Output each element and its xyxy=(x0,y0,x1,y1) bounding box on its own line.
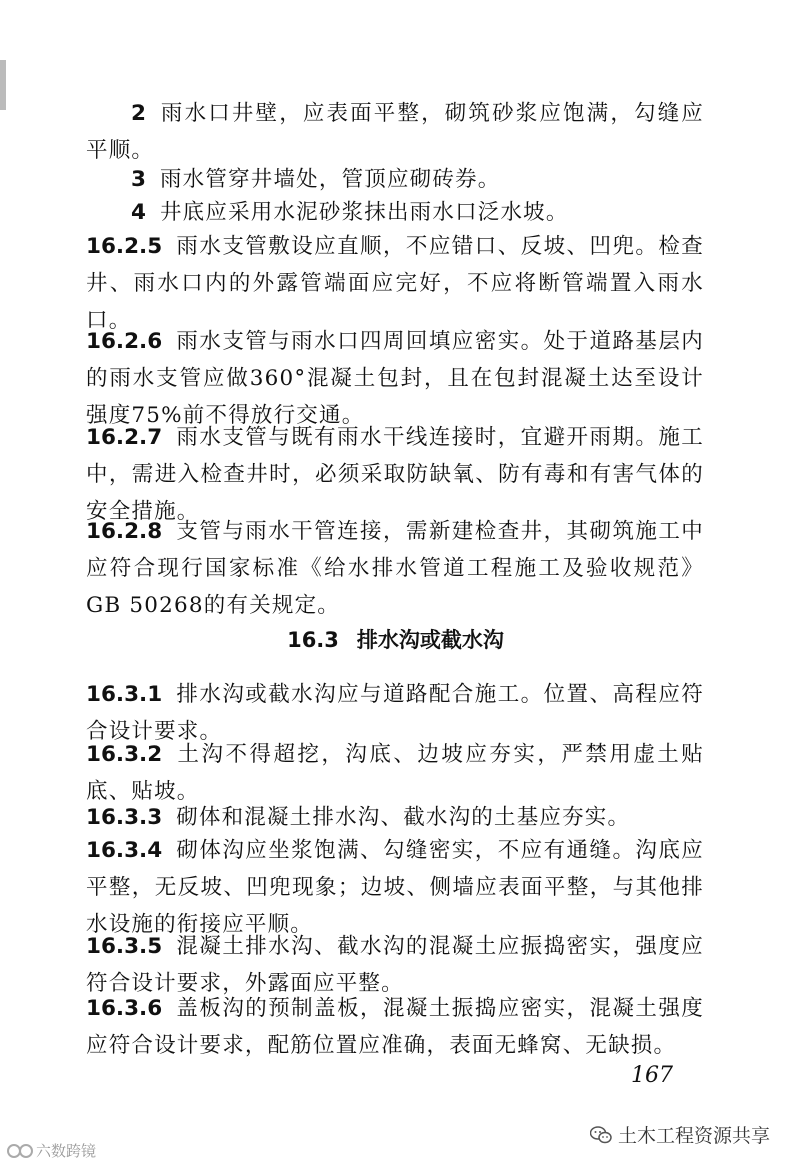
clause-16-3-3 xyxy=(86,799,704,836)
clause-text: 雨水支管敷设应直顺，不应错口、反坡、凹兜。检查井、雨水口内的外露管端面应完好，不应将断管端置入雨水口。 xyxy=(86,234,704,333)
clause-text: 盖板沟的预制盖板，混凝土振捣应密实，混凝土强度应符合设计要求，配筋位置应准确，表面无蜂窝、无缺损。 xyxy=(86,996,704,1058)
clause-16-3-4 xyxy=(86,832,704,943)
watermark-left xyxy=(6,1140,96,1161)
clause-text: 雨水支管与雨水口四周回填应密实。处于道路基层内的雨水支管应做360°混凝土包封，且在包封混凝土达至设计强度75%前不得放行交通。 xyxy=(86,329,704,428)
paragraph-text: 雨水管穿井墙处，管顶应砌砖券。 xyxy=(159,167,501,192)
clause-text: 排水沟或截水沟应与道路配合施工。位置、高程应符合设计要求。 xyxy=(86,682,704,744)
paragraph-item-2 xyxy=(86,95,704,169)
section-number: 16.3 xyxy=(287,628,339,652)
clause-text: 砌体沟应坐浆饱满、勾缝密实，不应有通缝。沟底应平整，无反坡、凹兜现象；边坡、侧墙应表面平整，与其他排水设施的衔接应平顺。 xyxy=(86,838,704,937)
clause-number: 16.3.2 xyxy=(86,742,163,767)
clause-number: 16.3.5 xyxy=(86,934,163,959)
clause-number: 16.2.6 xyxy=(86,329,163,354)
watermark-right-text: 土木工程资源共享 xyxy=(618,1125,771,1147)
clause-text: 砌体和混凝土排水沟、截水沟的土基应夯实。 xyxy=(176,805,631,830)
clause-text: 雨水支管与既有雨水干线连接时，宜避开雨期。施工中，需进入检查井时，必须采取防缺氧、防有毒和有害气体的安全措施。 xyxy=(86,425,704,524)
paragraph-text: 井底应采用水泥砂浆抹出雨水口泛水坡。 xyxy=(159,200,569,225)
clause-text: 支管与雨水干管连接，需新建检查井，其砌筑施工中应符合现行国家标准《给水排水管道工程施工及验收规范》GB 50268的有关规定。 xyxy=(86,519,704,618)
page-number: 167 xyxy=(631,1063,673,1088)
clause-number: 16.3.1 xyxy=(86,682,163,707)
paragraph-item-4 xyxy=(86,194,704,231)
section-title: 排水沟或截水沟 xyxy=(356,628,504,652)
paragraph-item-3 xyxy=(86,161,704,198)
paragraph-number: 2 xyxy=(131,101,146,126)
logo-icon xyxy=(6,1143,36,1159)
paragraph-text: 雨水口井壁，应表面平整，砌筑砂浆应饱满，勾缝应平顺。 xyxy=(86,101,704,163)
paragraph-number: 4 xyxy=(131,200,146,225)
section-heading xyxy=(0,624,791,654)
wechat-icon xyxy=(590,1126,612,1144)
watermark-left-text: 六数跨镜 xyxy=(36,1142,97,1160)
clause-16-3-6 xyxy=(86,990,704,1064)
clause-number: 16.2.5 xyxy=(86,234,163,259)
scan-edge-mark xyxy=(0,60,6,110)
watermark-right xyxy=(590,1121,770,1148)
clause-text: 土沟不得超挖，沟底、边坡应夯实，严禁用虚土贴底、贴坡。 xyxy=(86,742,704,804)
clause-16-2-6 xyxy=(86,323,704,434)
clause-number: 16.3.3 xyxy=(86,805,163,830)
clause-number: 16.2.8 xyxy=(86,519,163,544)
clause-text: 混凝土排水沟、截水沟的混凝土应振捣密实，强度应符合设计要求，外露面应平整。 xyxy=(86,934,704,996)
clause-number: 16.2.7 xyxy=(86,425,163,450)
clause-number: 16.3.4 xyxy=(86,838,163,863)
clause-16-2-8 xyxy=(86,513,704,624)
paragraph-number: 3 xyxy=(131,167,146,192)
clause-number: 16.3.6 xyxy=(86,996,163,1021)
